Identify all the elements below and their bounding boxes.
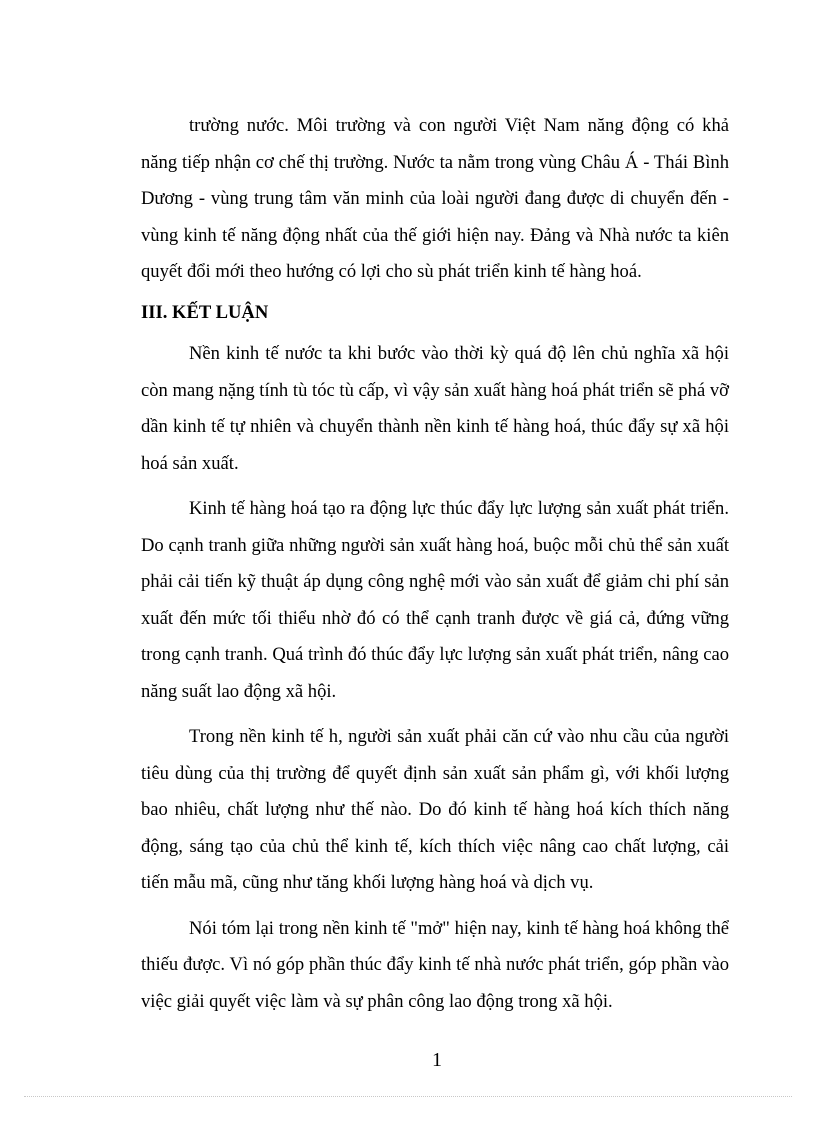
paragraph-continued: trường nước. Môi trường và con người Việt Nam năng động có khả năng tiếp nhận cơ chế thị trường. Nước ta nằm trong vùng Châu Á - Thái Bình Dương - vùng trung tâm văn minh của loài người đang được di chuyển đến - vùng kinh tế năng động nhất của thế giới hiện nay. Đảng và Nhà nước ta kiên quyết đổi mới theo hướng có lợi cho sù phát triển kinh tế hàng hoá. bbox=[141, 115, 729, 282]
document-body bbox=[141, 108, 729, 1020]
paragraph: Trong nền kinh tế h, người sản xuất phải căn cứ vào nhu cầu của người tiêu dùng của thị trường để quyết định sản xuất sản phẩm gì, với khối lượng bao nhiêu, chất lượng như thế nào. Do đó kinh tế hàng hoá kích thích năng động, sáng tạo của chủ thể kinh tế, kích thích việc nâng cao chất lượng, cải tiến mẫu mã, cũng như tăng khối lượng hàng hoá và dịch vụ. bbox=[141, 726, 729, 893]
section-heading: III. KẾT LUẬN bbox=[141, 301, 269, 323]
footer-divider bbox=[24, 1096, 792, 1097]
paragraph: Nền kinh tế nước ta khi bước vào thời kỳ quá độ lên chủ nghĩa xã hội còn mang nặng tính tù tóc tù cấp, vì vậy sản xuất hàng hoá phát triển sẽ phá vỡ dần kinh tế tự nhiên và chuyển thành nền kinh tế hàng hoá, thúc đẩy sự xã hội hoá sản xuất. bbox=[141, 343, 729, 474]
page-number: 1 bbox=[432, 1049, 442, 1071]
paragraph: Nói tóm lại trong nền kinh tế "mở" hiện nay, kinh tế hàng hoá không thể thiếu được. Vì nó góp phần thúc đẩy kinh tế nhà nước phát triển, góp phần vào việc giải quyết việc làm và sự phân công lao động trong xã hội. bbox=[141, 917, 729, 1012]
paragraph: Kinh tế hàng hoá tạo ra động lực thúc đẩy lực lượng sản xuất phát triển. Do cạnh tranh giữa những người sản xuất hàng hoá, buộc mỗi chủ thể sản xuất phải cải tiến kỹ thuật áp dụng công nghệ mới vào sản xuất để giảm chi phí sản xuất đến mức tối thiểu nhờ đó có thể cạnh tranh được về giá cả, đứng vững trong cạnh tranh. Quá trình đó thúc đẩy lực lượng sản xuất phát triển, nâng cao năng suất lao động xã hội. bbox=[141, 498, 729, 702]
